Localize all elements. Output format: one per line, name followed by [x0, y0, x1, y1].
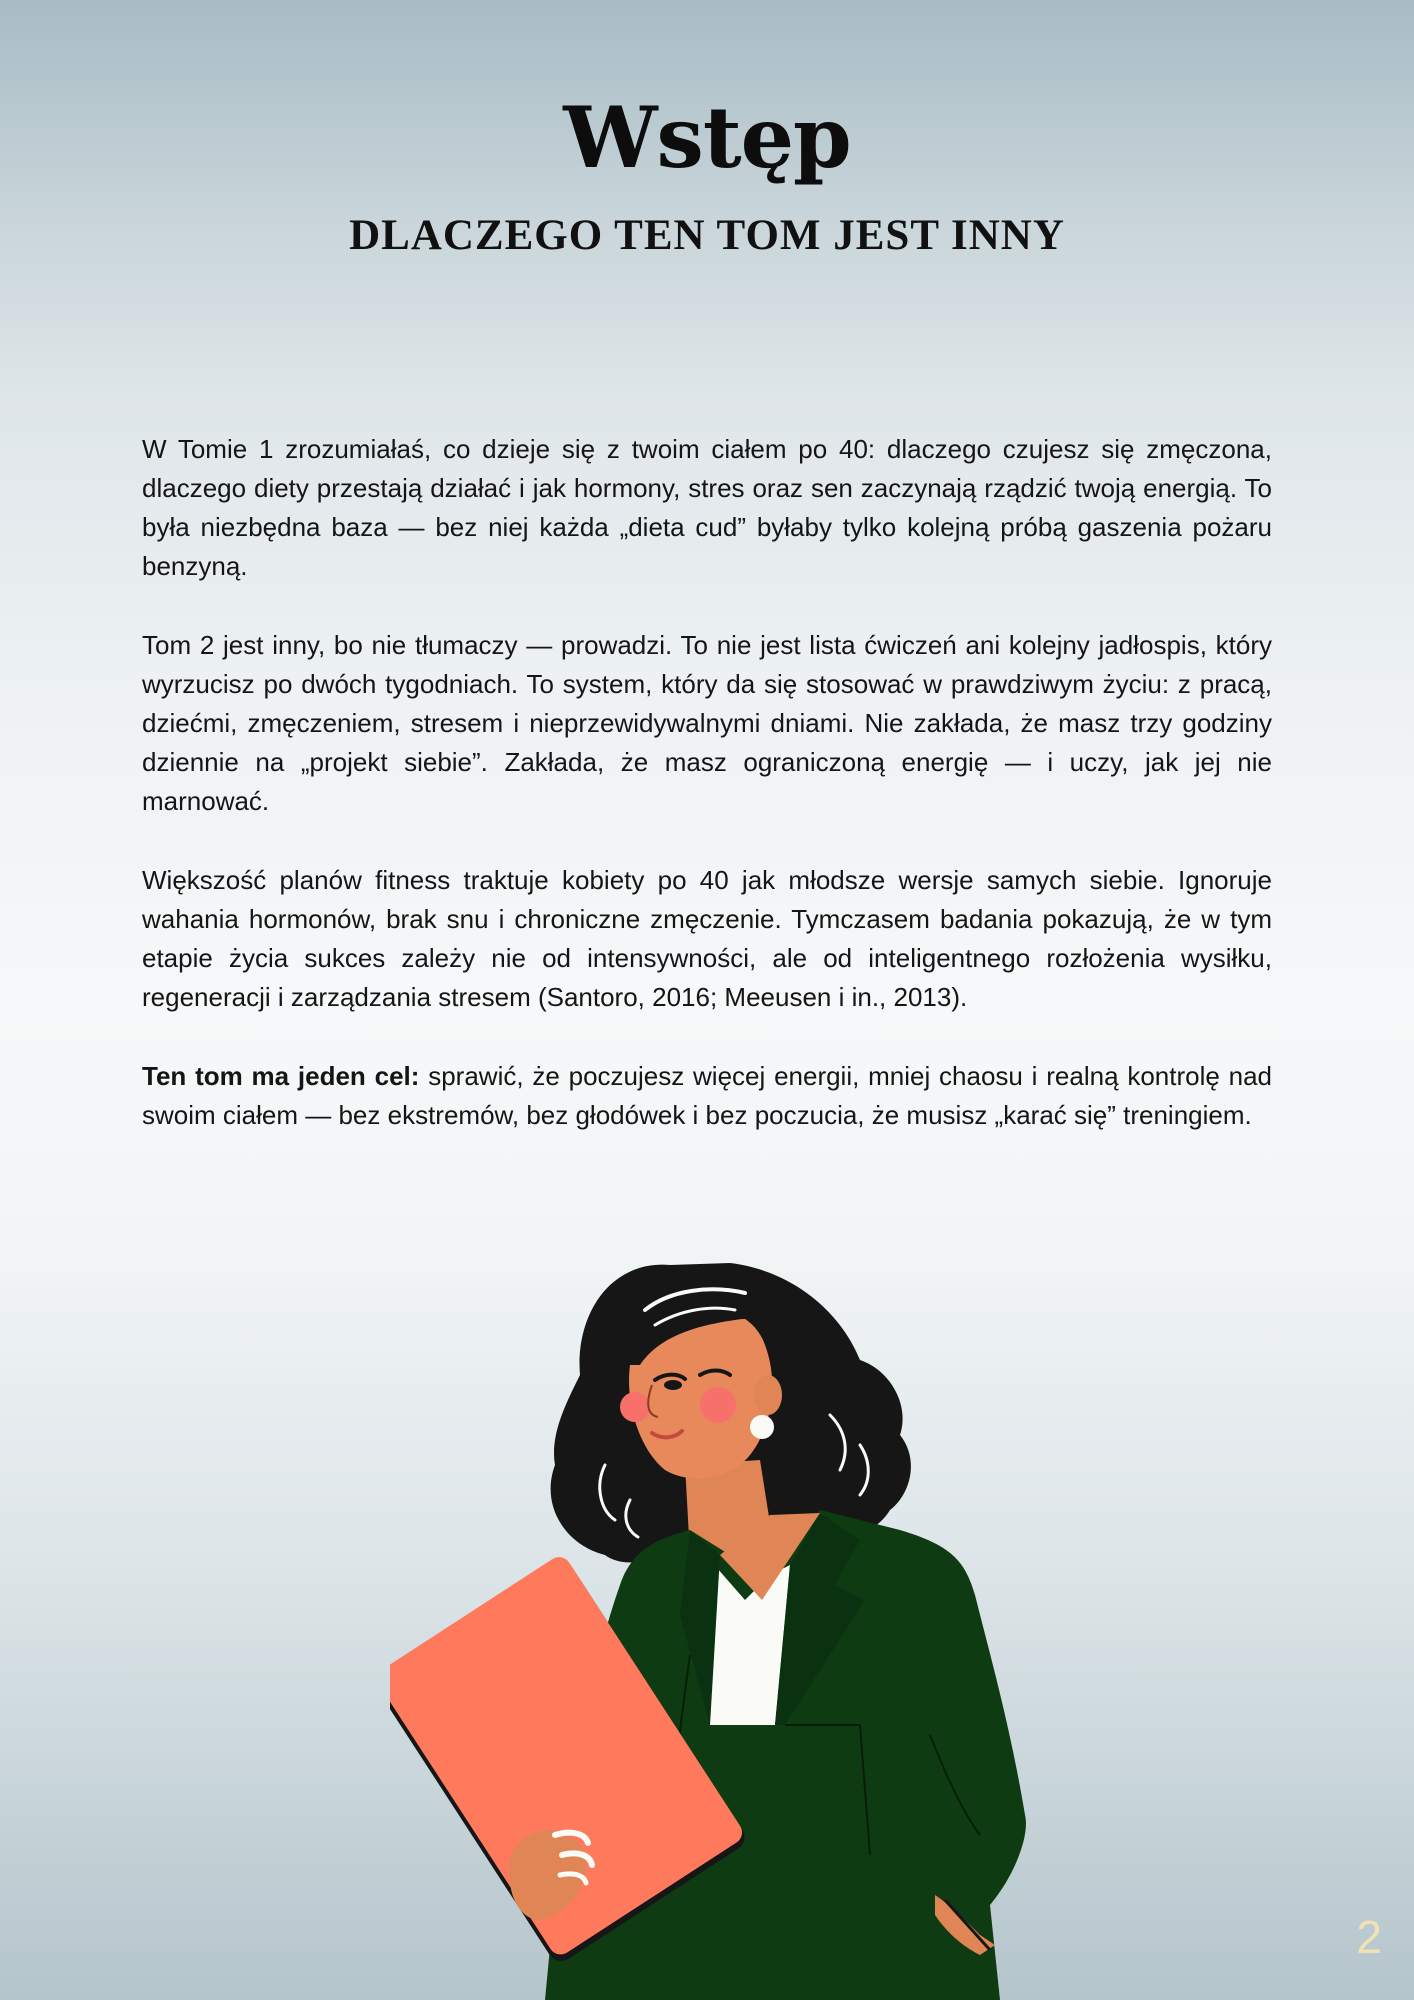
paragraph-1: W Tomie 1 zrozumiałaś, co dzieje się z twoim ciałem po 40: dlaczego czujesz się zmęczona, dlaczego diety przestają działać i jak hormony, stres oraz sen zaczynają rządzić twoją energią. To była niezbędna baza — bez niej każda „dieta cud” byłaby tylko kolejną próbą gaszenia pożaru benzyną.: [142, 434, 1272, 581]
paragraph-2: Tom 2 jest inny, bo nie tłumaczy — prowadzi. To nie jest lista ćwiczeń ani kolejny jadłospis, który wyrzucisz po dwóch tygodniach. To system, który da się stosować w prawdziwym życiu: z pracą, dziećmi, zmęczeniem, stresem i nieprzewidywalnymi dniami. Nie zakłada, że masz trzy godziny dziennie na „projekt siebie”. Zakłada, że masz ograniczoną energię — i uczy, jak jej nie marnować.: [142, 630, 1272, 816]
paragraph-4-body: sprawić, że poczujesz więcej energii, mniej chaosu i realną kontrolę nad swoim ciałem — bez ekstremów, bez głodówek i bez poczucia, że musisz „karać się” treningiem.: [142, 1061, 1272, 1130]
ear: [754, 1375, 782, 1415]
page-subtitle: DLACZEGO TEN TOM JEST INNY: [349, 212, 1065, 259]
body-text: [142, 430, 1272, 1175]
paragraph-4: [142, 1057, 1272, 1135]
page-number: 2: [1356, 1911, 1382, 1963]
page-title: Wstęp: [563, 88, 851, 187]
woman-with-clipboard-illustration: [390, 1255, 1120, 2000]
paragraph-3: Większość planów fitness traktuje kobiety po 40 jak młodsze wersje samych siebie. Ignoruje wahania hormonów, brak snu i chroniczne zmęczenie. Tymczasem badania pokazują, że w tym etapie życia sukces zależy nie od intensywności, ale od inteligentnego rozłożenia wysiłku, regeneracji i zarządzania stresem (Santoro, 2016; Meeusen i in., 2013).: [142, 865, 1272, 1012]
paragraph-4-lead: Ten tom ma jeden cel:: [142, 1061, 420, 1091]
